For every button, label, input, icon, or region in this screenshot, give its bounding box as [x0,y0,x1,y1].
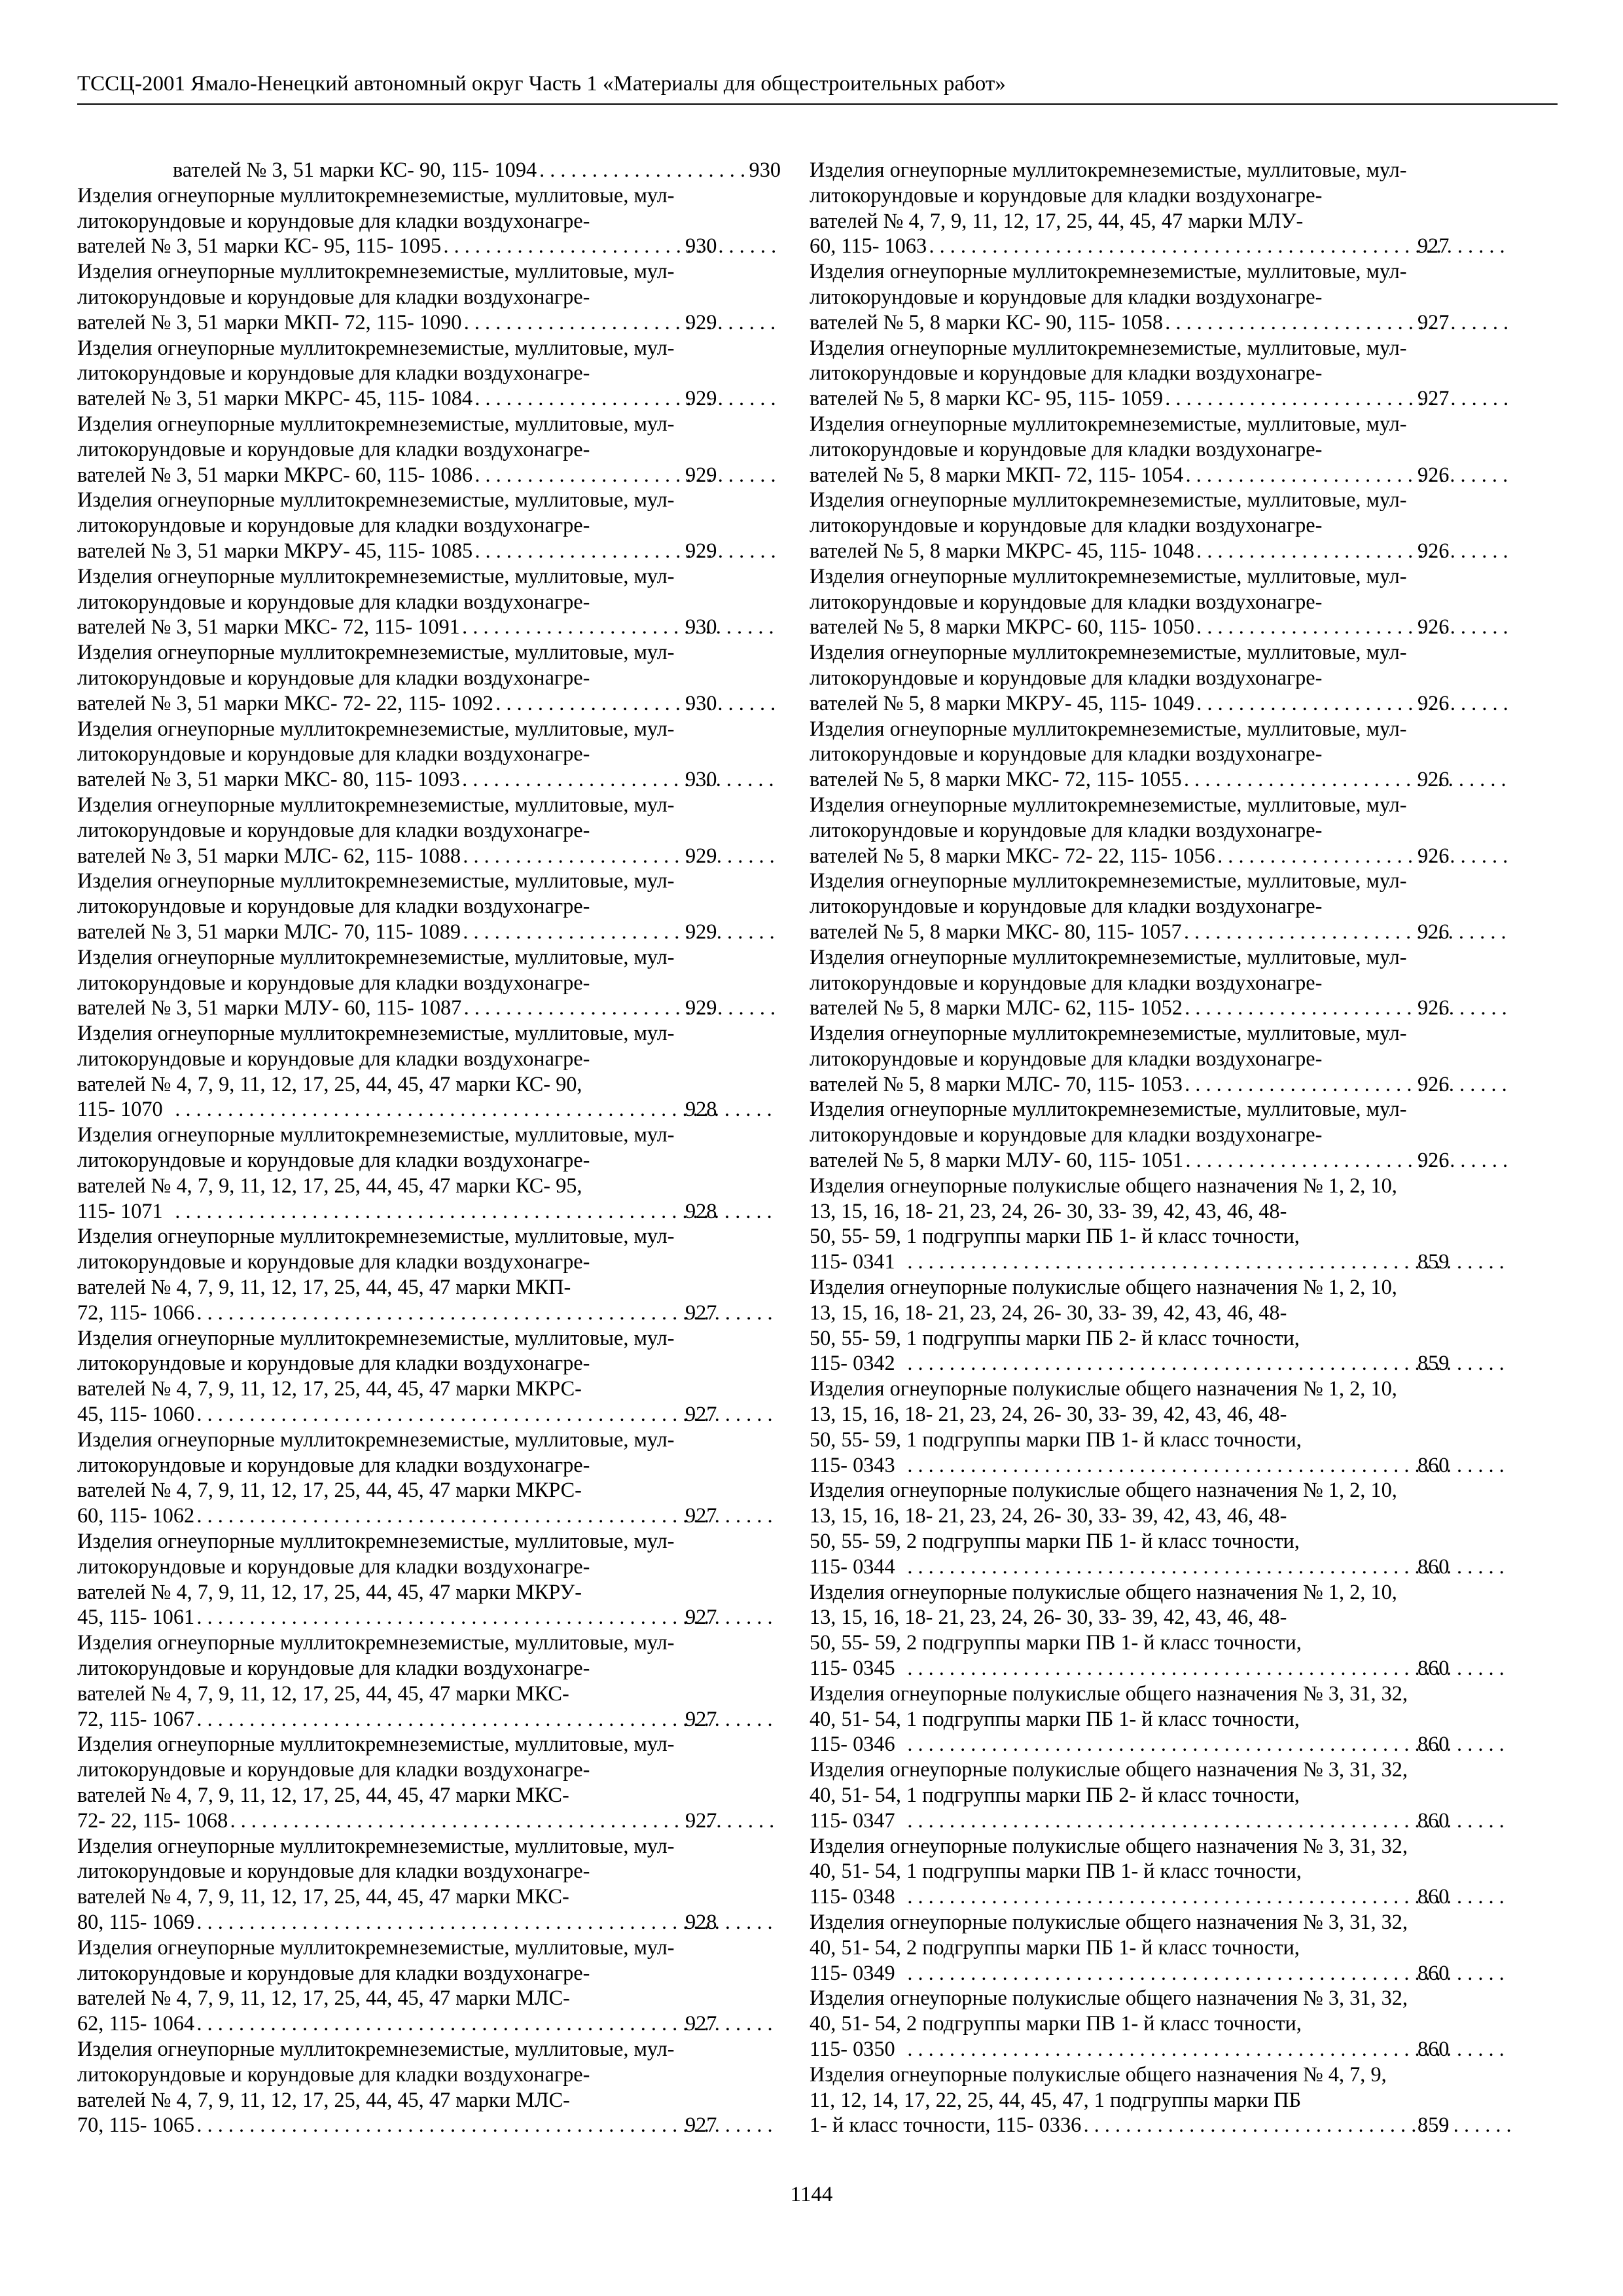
entry-code: вателей № 3, 51 марки МКП- 72, 115- 1090 [77,310,462,334]
entry-text-line: Изделия огнеупорные муллитокремнеземистые, муллитовые, мул- [77,1021,675,1045]
entry-code: вателей № 5, 8 марки МКС- 72, 115- 1055 [810,767,1182,791]
entry-text-line: Изделия огнеупорные полукислые общего назначения № 1, 2, 10, [810,1173,1397,1197]
entry-text-line: Изделия огнеупорные муллитокремнеземистые, муллитовые, мул- [810,259,1407,283]
entry-text-line: 40, 51- 54, 2 подгруппы марки ПВ 1- й класс точности, [810,2011,1302,2036]
entry-code: 72, 115- 1067 [77,1706,195,1731]
entry-last-line: 115- 0341 . . . 859 [905,1249,1513,1274]
entry-text-line: 50, 55- 59, 1 подгруппы марки ПВ 1- й класс точности, [810,1427,1302,1451]
index-entry [810,1909,1513,1985]
entry-text-line: литокорундовые и корундовые для кладки воздухонагре- [810,183,1323,207]
index-entry [810,1376,1513,1477]
entry-last-line: вателей № 3, 51 марки МЛС- 70, 115- 1089 . . . 929 [173,919,781,944]
entry-text-line: Изделия огнеупорные муллитокремнеземистые, муллитовые, мул- [77,640,675,664]
entry-last-line: 115- 0343 . . . 860 [905,1452,1513,1478]
entry-text-line: Изделия огнеупорные полукислые общего назначения № 1, 2, 10, [810,1376,1397,1401]
entry-code: вателей № 3, 51 марки МЛС- 70, 115- 1089 [77,919,461,943]
entry-last-line: вателей № 3, 51 марки МКС- 72- 22, 115- 1092 . . . 930 [173,691,781,716]
dot-leader [464,310,778,335]
index-column-left [77,157,781,2138]
entry-code: вателей № 3, 51 марки МКРС- 60, 115- 1086 [77,462,473,486]
entry-text-line: литокорундовые и корундовые для кладки воздухонагре- [77,970,590,994]
entry-text-line: 13, 15, 16, 18- 21, 23, 24, 26- 30, 33- 39, 42, 43, 46, 48- [810,1198,1287,1223]
index-entry [77,1020,781,1122]
entry-text-line: Изделия огнеупорные полукислые общего назначения № 1, 2, 10, [810,1275,1397,1299]
entry-text-line: 13, 15, 16, 18- 21, 23, 24, 26- 30, 33- 39, 42, 43, 46, 48- [810,1503,1287,1528]
entry-text-line: литокорундовые и корундовые для кладки воздухонагре- [77,665,590,689]
dot-leader [463,843,778,869]
entry-code: 45, 115- 1060 [77,1402,195,1426]
dot-leader [1185,1071,1510,1097]
entry-text-line: литокорундовые и корундовые для кладки воздухонагре- [77,1960,590,1984]
entry-code: вателей № 5, 8 марки МЛС- 62, 115- 1052 [810,996,1183,1020]
index-entry [77,335,781,411]
entry-text-line: 50, 55- 59, 1 подгруппы марки ПБ 1- й класс точности, [810,1224,1300,1248]
entry-code: вателей № 3, 51 марки МКС- 72, 115- 1091 [77,615,460,639]
index-entry [77,1833,781,1935]
entry-text-line: вателей № 4, 7, 9, 11, 12, 17, 25, 44, 45, 47 марки КС- 90, [77,1071,582,1096]
entry-code: вателей № 3, 51 марки МКС- 72- 22, 115- 1092 [77,691,493,715]
entry-page-ref: 930 [749,158,781,181]
entry-code: вателей № 3, 51 марки МЛС- 62, 115- 1088 [77,843,461,867]
entry-text-line: Изделия огнеупорные муллитокремнеземистые, муллитовые, мул- [810,640,1407,664]
index-entry [77,259,781,334]
entry-text-line: 13, 15, 16, 18- 21, 23, 24, 26- 30, 33- 39, 42, 43, 46, 48- [810,1605,1287,1629]
entry-text-line: литокорундовые и корундовые для кладки воздухонагре- [77,1452,590,1477]
index-entry [810,944,1513,1020]
entry-text-line: литокорундовые и корундовые для кладки воздухонагре- [77,742,590,766]
entry-text-line: Изделия огнеупорные муллитокремнеземистые, муллитовые, мул- [810,488,1407,512]
entry-text-line: литокорундовые и корундовые для кладки воздухонагре- [77,361,590,385]
entry-text-line: 13, 15, 16, 18- 21, 23, 24, 26- 30, 33- 39, 42, 43, 46, 48- [810,1402,1287,1426]
entry-last-line: 72, 115- 1066 . . . 927 [173,1300,781,1325]
entry-text-line: Изделия огнеупорные муллитокремнеземистые, муллитовые, мул- [77,564,675,588]
entry-code: вателей № 5, 8 марки МЛУ- 60, 115- 1051 [810,1148,1184,1172]
index-entry [77,716,781,792]
entry-text-line: Изделия огнеупорные полукислые общего назначения № 3, 31, 32, [810,1833,1408,1857]
entry-text-line: Изделия огнеупорные муллитокремнеземистые, муллитовые, мул- [77,1732,675,1756]
entry-text-line: 40, 51- 54, 2 подгруппы марки ПБ 1- й класс точности, [810,1935,1300,1959]
entry-last-line: 115- 0345 . . . 860 [905,1655,1513,1681]
entry-text-line: 40, 51- 54, 1 подгруппы марки ПБ 2- й класс точности, [810,1783,1300,1806]
index-entry [77,1731,781,1833]
entry-text-line: литокорундовые и корундовые для кладки воздухонагре- [810,1122,1323,1147]
dot-leader [1166,386,1510,411]
entry-text-line: литокорундовые и корундовые для кладки воздухонагре- [77,513,590,537]
index-entry [810,1274,1513,1376]
index-entry [810,639,1513,715]
entry-last-line: вателей № 5, 8 марки МКРС- 45, 115- 1048 . . . 926 [905,538,1513,564]
entry-text-line: Изделия огнеупорные полукислые общего назначения № 1, 2, 10, [810,1579,1397,1604]
entry-text-line: Изделия огнеупорные муллитокремнеземистые, муллитовые, мул- [77,488,675,512]
index-entry [810,1681,1513,1757]
entry-last-line: 70, 115- 1065 . . . 927 [173,2112,781,2138]
entry-text-line: Изделия огнеупорные муллитокремнеземистые, муллитовые, мул- [810,716,1407,740]
entry-text-line: Изделия огнеупорные муллитокремнеземистые, муллитовые, мул- [810,1021,1407,1045]
entry-text-line: Изделия огнеупорные муллитокремнеземистые, муллитовые, мул- [77,716,675,740]
entry-last-line: 115- 0347 . . . 860 [905,1808,1513,1833]
index-entry [77,868,781,944]
entry-text-line: Изделия огнеупорные полукислые общего назначения № 3, 31, 32, [810,1757,1408,1782]
entry-code: вателей № 5, 8 марки МКРУ- 45, 115- 1049 [810,691,1194,715]
entry-code: вателей № 5, 8 марки МКС- 72- 22, 115- 1056 [810,843,1215,867]
entry-code: 60, 115- 1063 [810,234,927,258]
entry-text-line: 40, 51- 54, 1 подгруппы марки ПВ 1- й класс точности, [810,1859,1302,1883]
entry-text-line: вателей № 4, 7, 9, 11, 12, 17, 25, 44, 45, 47 марки МКРС- [77,1376,582,1401]
entry-text-line: Изделия огнеупорные муллитокремнеземистые, муллитовые, мул- [77,792,675,816]
dot-leader [496,691,778,716]
dot-leader [475,538,778,564]
entry-text-line: 13, 15, 16, 18- 21, 23, 24, 26- 30, 33- 39, 42, 43, 46, 48- [810,1300,1287,1324]
entry-last-line: 72, 115- 1067 . . . 927 [173,1706,781,1732]
entry-text-line: литокорундовые и корундовые для кладки воздухонагре- [77,1757,590,1782]
entry-last-line: вателей № 3, 51 марки МКС- 80, 115- 1093 . . . 930 [173,766,781,792]
index-entry [77,1630,781,1731]
entry-text-line: литокорундовые и корундовые для кладки воздухонагре- [77,1351,590,1375]
entry-text-line: литокорундовые и корундовые для кладки воздухонагре- [77,1859,590,1883]
entry-code: вателей № 5, 8 марки МКП- 72, 115- 1054 [810,462,1184,486]
entry-last-line: 115- 0344 . . . 860 [905,1554,1513,1579]
entry-last-line: 72- 22, 115- 1068 . . . 927 [173,1808,781,1833]
entry-code: 72, 115- 1066 [77,1300,195,1324]
entry-last-line: вателей № 3, 51 марки МКРУ- 45, 115- 1085 . . . 929 [173,538,781,564]
entry-last-line: вателей № 3, 51 марки МЛС- 62, 115- 1088 . . . 929 [173,843,781,869]
dot-leader [463,919,778,944]
entry-text-line: Изделия огнеупорные муллитокремнеземистые, муллитовые, мул- [77,183,675,207]
entry-text-line: Изделия огнеупорные муллитокремнеземистые, муллитовые, мул- [77,411,675,435]
entry-code: вателей № 3, 51 марки МЛУ- 60, 115- 1087 [77,996,462,1020]
entry-last-line: вателей № 5, 8 марки КС- 90, 115- 1058 . . . 927 [905,310,1513,335]
entry-text-line: 50, 55- 59, 2 подгруппы марки ПБ 1- й класс точности, [810,1529,1300,1553]
entry-text-line: литокорундовые и корундовые для кладки воздухонагре- [810,742,1323,766]
entry-text-line: Изделия огнеупорные муллитокремнеземистые, муллитовые, мул- [77,1935,675,1959]
dot-leader [1185,995,1510,1020]
entry-last-line: 60, 115- 1063 . . . 927 [905,233,1513,259]
entry-text-line: литокорундовые и корундовые для кладки воздухонагре- [77,208,590,232]
entry-text-line: Изделия огнеупорные муллитокремнеземистые, муллитовые, мул- [810,1097,1407,1121]
index-entry [77,564,781,639]
index-entry [810,792,1513,868]
entry-text-line: литокорундовые и корундовые для кладки воздухонагре- [810,1046,1323,1070]
entry-code: 45, 115- 1061 [77,1605,195,1629]
entry-text-line: Изделия огнеупорные муллитокремнеземистые, муллитовые, мул- [77,944,675,969]
entry-last-line: вателей № 3, 51 марки МЛУ- 60, 115- 1087 . . . 929 [173,995,781,1020]
entry-text-line: Изделия огнеупорные муллитокремнеземистые, муллитовые, мул- [77,869,675,893]
entry-text-line: литокорундовые и корундовые для кладки воздухонагре- [77,1554,590,1578]
entry-text-line: Изделия огнеупорные муллитокремнеземистые, муллитовые, мул- [77,1630,675,1655]
index-entry [810,716,1513,792]
entry-last-line: вателей № 3, 51 марки МКРС- 45, 115- 1084 . . . 929 [173,386,781,411]
index-entry [810,1173,1513,1274]
entry-text-line: литокорундовые и корундовые для кладки воздухонагре- [77,1148,590,1172]
index-entry [77,1325,781,1427]
dot-leader [1197,538,1510,564]
entry-last-line: 115- 0346 . . . 860 [905,1731,1513,1757]
entry-code: 1- й класс точности, 115- 0336 [810,2113,1082,2137]
entry-text-line: Изделия огнеупорные муллитокремнеземистые, муллитовые, мул- [77,1224,675,1248]
index-entry [77,1935,781,2036]
entry-code: вателей № 3, 51 марки КС- 90, 115- 1094 [173,158,537,181]
index-entry [810,2062,1513,2138]
entry-code: вателей № 5, 8 марки МКРС- 45, 115- 1048 [810,538,1194,562]
entry-text-line: Изделия огнеупорные муллитокремнеземистые, муллитовые, мул- [810,564,1407,588]
entry-text-line: вателей № 4, 7, 9, 11, 12, 17, 25, 44, 45, 47 марки МКС- [77,1681,569,1705]
entry-code: вателей № 5, 8 марки МКРС- 60, 115- 1050 [810,615,1194,639]
entry-text-line: 50, 55- 59, 2 подгруппы марки ПВ 1- й класс точности, [810,1630,1302,1655]
entry-text-line: литокорундовые и корундовые для кладки воздухонагре- [77,894,590,918]
entry-code: вателей № 5, 8 марки МКС- 80, 115- 1057 [810,919,1182,943]
entry-text-line: Изделия огнеупорные полукислые общего назначения № 4, 7, 9, [810,2062,1387,2086]
entry-text-line: литокорундовые и корундовые для кладки воздухонагре- [810,665,1323,689]
entry-code: 60, 115- 1062 [77,1503,195,1528]
entry-code: вателей № 3, 51 марки МКРС- 45, 115- 1084 [77,386,473,410]
entry-last-line: вателей № 5, 8 марки МКРС- 60, 115- 1050 . . . 926 [905,614,1513,639]
entry-last-line: 62, 115- 1064 . . . 927 [173,2011,781,2036]
page-number: 1144 [790,2183,833,2206]
entry-text-line: вателей № 4, 7, 9, 11, 12, 17, 25, 44, 45, 47 марки МКС- [77,1884,569,1909]
entry-code: вателей № 3, 51 марки КС- 95, 115- 1095 [77,234,442,258]
entry-text-line: литокорундовые и корундовые для кладки воздухонагре- [810,437,1323,461]
entry-last-line: 45, 115- 1061 . . . 927 [173,1604,781,1630]
entry-text-line: Изделия огнеупорные муллитокремнеземистые, муллитовые, мул- [77,1427,675,1451]
entry-text-line: Изделия огнеупорные муллитокремнеземистые, муллитовые, мул- [810,411,1407,435]
entry-code: 72- 22, 115- 1068 [77,1808,228,1832]
entry-last-line: 115- 0349 . . . 860 [905,1960,1513,1986]
dot-leader [463,614,778,639]
index-entry [77,1223,781,1325]
entry-text-line: вателей № 4, 7, 9, 11, 12, 17, 25, 44, 45, 47 марки МКП- [77,1275,571,1299]
entry-text-line: литокорундовые и корундовые для кладки воздухонагре- [77,284,590,308]
entry-text-line: Изделия огнеупорные полукислые общего назначения № 3, 31, 32, [810,1909,1408,1933]
entry-last-line: вателей № 3, 51 марки МКП- 72, 115- 1090 . . . 929 [173,310,781,335]
entry-last-line: вателей № 3, 51 марки МКС- 72, 115- 1091 . . . 930 [173,614,781,639]
dot-leader [1197,614,1510,639]
entry-text-line: литокорундовые и корундовые для кладки воздухонагре- [810,589,1323,613]
index-entry [77,2036,781,2138]
entry-last-line: 115- 0342 . . . 859 [905,1350,1513,1376]
entry-text-line: литокорундовые и корундовые для кладки воздухонагре- [810,361,1323,385]
entry-text-line: литокорундовые и корундовые для кладки воздухонагре- [77,589,590,613]
entry-last-line: вателей № 5, 8 марки МЛС- 62, 115- 1052 . . . 926 [905,995,1513,1020]
entry-text-line: Изделия огнеупорные полукислые общего назначения № 3, 31, 32, [810,1681,1408,1705]
entry-last-line: вателей № 5, 8 марки КС- 95, 115- 1059 . . . 927 [905,386,1513,411]
entry-text-line: литокорундовые и корундовые для кладки воздухонагре- [77,1656,590,1680]
index-entry [810,1985,1513,2061]
entry-code: вателей № 5, 8 марки МЛС- 70, 115- 1053 [810,1071,1183,1096]
entry-text-line: Изделия огнеупорные муллитокремнеземистые, муллитовые, мул- [810,869,1407,893]
entry-text-line: литокорундовые и корундовые для кладки воздухонагре- [77,1046,590,1070]
index-entry [810,487,1513,563]
entry-code: вателей № 5, 8 марки КС- 90, 115- 1058 [810,310,1163,334]
entry-text-line: литокорундовые и корундовые для кладки воздухонагре- [810,284,1323,308]
entry-last-line: 60, 115- 1062 . . . 927 [173,1503,781,1528]
dot-leader [1185,919,1510,944]
entry-last-line: вателей № 5, 8 марки МКС- 72, 115- 1055 . . . 926 [905,766,1513,792]
entry-text-line: вателей № 4, 7, 9, 11, 12, 17, 25, 44, 45, 47 марки КС- 95, [77,1173,582,1197]
entry-text-line: литокорундовые и корундовые для кладки воздухонагре- [77,437,590,461]
dot-leader [464,995,778,1020]
entry-text-line: Изделия огнеупорные муллитокремнеземистые, муллитовые, мул- [77,1833,675,1857]
entry-code: вателей № 5, 8 марки КС- 95, 115- 1059 [810,386,1163,410]
entry-text-line: литокорундовые и корундовые для кладки воздухонагре- [810,513,1323,537]
entry-code: 70, 115- 1065 [77,2113,195,2137]
entry-last-line: вателей № 3, 51 марки МКРС- 60, 115- 1086 . . . 929 [173,462,781,488]
entry-text-line: 50, 55- 59, 1 подгруппы марки ПБ 2- й класс точности, [810,1325,1300,1350]
index-entry [77,639,781,715]
entry-last-line: вателей № 5, 8 марки МКС- 72- 22, 115- 1056 . . . 926 [905,843,1513,869]
entry-text-line: вателей № 4, 7, 9, 11, 12, 17, 25, 44, 45, 47 марки МЛС- [77,1986,570,2010]
index-entry [77,792,781,868]
entry-text-line: Изделия огнеупорные муллитокремнеземистые, муллитовые, мул- [810,792,1407,816]
entry-text-line: Изделия огнеупорные муллитокремнеземистые, муллитовые, мул- [77,1529,675,1553]
entry-text-line: Изделия огнеупорные муллитокремнеземистые, муллитовые, мул- [810,944,1407,969]
entry-last-line: вателей № 5, 8 марки МЛС- 70, 115- 1053 . . . 926 [905,1071,1513,1097]
entry-last-line: 115- 0350 . . . 860 [905,2036,1513,2062]
entry-text-line: вателей № 4, 7, 9, 11, 12, 17, 25, 44, 45, 47 марки МЛС- [77,2087,570,2111]
entry-text-line: вателей № 4, 7, 9, 11, 12, 17, 25, 44, 45, 47 марки МКРС- [77,1478,582,1502]
entry-text-line: литокорундовые и корундовые для кладки воздухонагре- [77,1249,590,1274]
entry-last-line: 115- 1070 . . . 928 [173,1096,781,1122]
dot-leader [1186,462,1510,488]
index-entry [810,1757,1513,1833]
entry-text-line: Изделия огнеупорные муллитокремнеземистые, муллитовые, мул- [77,1325,675,1350]
entry-last-line: 1- й класс точности, 115- 0336 . . . 859 [905,2112,1513,2138]
entry-code: 80, 115- 1069 [77,1909,195,1933]
dot-leader [1185,766,1510,792]
entry-last-line: вателей № 3, 51 марки КС- 95, 115- 1095 . . . 930 [173,233,781,259]
entry-text-line: Изделия огнеупорные полукислые общего назначения № 3, 31, 32, [810,1986,1408,2010]
entry-last-line: 115- 0348 . . . 860 [905,1884,1513,1909]
index-entry [77,1122,781,1223]
entry-last-line: вателей № 5, 8 марки МКП- 72, 115- 1054 . . . 926 [905,462,1513,488]
dot-leader [444,233,778,259]
entry-text-line: Изделия огнеупорные муллитокремнеземистые, муллитовые, мул- [77,2036,675,2060]
entry-text-line: Изделия огнеупорные муллитокремнеземистые, муллитовые, мул- [810,158,1407,181]
dot-leader [475,386,778,411]
index-entry [810,564,1513,639]
dot-leader [539,157,746,183]
index-entry [810,157,1513,259]
index-entry [810,1020,1513,1096]
index-entry [810,411,1513,487]
entry-text-line: 11, 12, 14, 17, 22, 25, 44, 45, 47, 1 подгруппы марки ПБ [810,2087,1302,2111]
index-entry [810,259,1513,334]
dot-leader [1197,691,1510,716]
dot-leader [475,462,778,488]
index-entry [810,1477,1513,1579]
dot-leader [1166,310,1510,335]
dot-leader [463,766,778,792]
entry-code: 62, 115- 1064 [77,2011,195,2036]
entry-text-line: 40, 51- 54, 1 подгруппы марки ПБ 1- й класс точности, [810,1706,1300,1731]
index-entry [810,1579,1513,1681]
entry-text-line: литокорундовые и корундовые для кладки воздухонагре- [77,2062,590,2086]
index-entry [77,487,781,563]
entry-last-line: 45, 115- 1060 . . . 927 [173,1401,781,1427]
entry-text-line: литокорундовые и корундовые для кладки воздухонагре- [810,894,1323,918]
entry-text-line: Изделия огнеупорные муллитокремнеземистые, муллитовые, мул- [810,335,1407,359]
entry-text-line: Изделия огнеупорные полукислые общего назначения № 1, 2, 10, [810,1478,1397,1502]
entry-text-line: Изделия огнеупорные муллитокремнеземистые, муллитовые, мул- [77,1122,675,1147]
index-entry [810,1096,1513,1172]
entry-last-line: вателей № 5, 8 марки МКРУ- 45, 115- 1049 . . . 926 [905,691,1513,716]
entry-text-line: литокорундовые и корундовые для кладки воздухонагре- [810,817,1323,842]
entry-text-line: литокорундовые и корундовые для кладки воздухонагре- [77,817,590,842]
entry-last-line [173,157,781,183]
entry-last-line: вателей № 5, 8 марки МКС- 80, 115- 1057 . . . 926 [905,919,1513,944]
entry-last-line: вателей № 5, 8 марки МЛУ- 60, 115- 1051 . . . 926 [905,1147,1513,1173]
entry-text-line: вателей № 4, 7, 9, 11, 12, 17, 25, 44, 45, 47 марки МЛУ- [810,208,1304,232]
dot-leader [1186,1147,1510,1173]
entry-text-line: Изделия огнеупорные муллитокремнеземистые, муллитовые, мул- [77,259,675,283]
index-entry [810,335,1513,411]
running-header: ТССЦ-2001 Ямало-Ненецкий автономный округ Часть 1 «Материалы для общестроительных работ» [77,71,1558,105]
entry-code: вателей № 3, 51 марки МКРУ- 45, 115- 1085 [77,538,473,562]
index-entry [77,157,781,183]
index-entry [810,868,1513,944]
index-entry [77,183,781,259]
entry-text-line: Изделия огнеупорные муллитокремнеземистые, муллитовые, мул- [77,335,675,359]
entry-code: вателей № 3, 51 марки МКС- 80, 115- 1093 [77,767,460,791]
index-entry [810,1833,1513,1909]
index-entry [77,944,781,1020]
index-entry [77,1427,781,1528]
index-column-right [810,157,1513,2138]
index-entry [77,1528,781,1630]
entry-text-line: литокорундовые и корундовые для кладки воздухонагре- [810,970,1323,994]
index-entry [77,411,781,487]
entry-last-line: 115- 1071 . . . 928 [173,1198,781,1224]
entry-last-line: 80, 115- 1069 . . . 928 [173,1909,781,1935]
entry-text-line: вателей № 4, 7, 9, 11, 12, 17, 25, 44, 45, 47 марки МКС- [77,1783,569,1806]
entry-text-line: вателей № 4, 7, 9, 11, 12, 17, 25, 44, 45, 47 марки МКРУ- [77,1579,582,1604]
dot-leader [1218,843,1510,869]
